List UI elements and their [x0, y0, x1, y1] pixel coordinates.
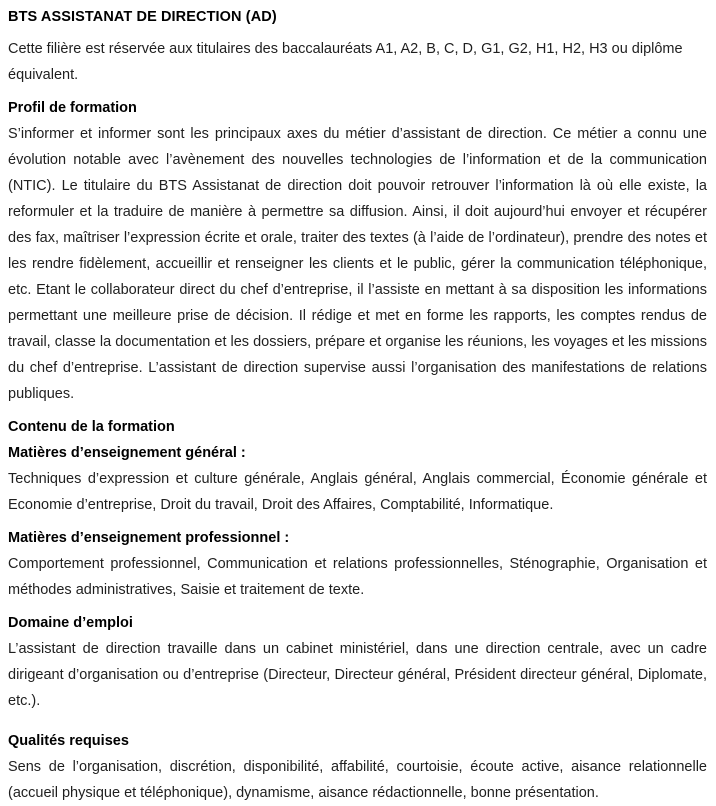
paragraph-qualites-requises: Sens de l’organisation, discrétion, disponibilité, affabilité, courtoisie, écoute active, aisance relationnelle (accueil physique et téléphonique), dynamisme, aisance rédactionnelle, bonne présentation.: [8, 759, 707, 801]
paragraph-matieres-professionnel: Comportement professionnel, Communication et relations professionnelles, Sténographie, Organisation et méthodes administratives, Saisie et traitement de texte.: [8, 556, 707, 598]
intro-paragraph: Cette filière est réservée aux titulaires des baccalauréats A1, A2, B, C, D, G1, G2, H1, H2, H3 ou diplôme équivalent.: [8, 41, 683, 83]
heading-profil-de-formation: Profil de formation: [8, 100, 137, 116]
doc-title: BTS ASSISTANAT DE DIRECTION (AD): [8, 9, 277, 25]
paragraph-domaine-emploi: L’assistant de direction travaille dans un cabinet ministériel, dans une direction centrale, avec un cadre dirigeant d’organisation ou d’entreprise (Directeur, Directeur général, Président directeur général, Diplomate, etc.).: [8, 641, 707, 709]
subheading-matieres-enseignement-general: Matières d’enseignement général :: [8, 445, 246, 461]
paragraph-matieres-general: Techniques d’expression et culture générale, Anglais général, Anglais commercial, Économie générale et Economie d’entreprise, Droit du travail, Droit des Affaires, Comptabilité, Informatique.: [8, 471, 707, 513]
subheading-matieres-enseignement-professionnel: Matières d’enseignement professionnel :: [8, 530, 290, 546]
heading-qualites-requises: Qualités requises: [8, 733, 129, 749]
heading-domaine-emploi: Domaine d’emploi: [8, 615, 133, 631]
paragraph-profil-de-formation: S’informer et informer sont les principaux axes du métier d’assistant de direction. Ce métier a connu une évolution notable avec l’avènement des nouvelles technologies de l’information et de la communication (NTIC). Le titulaire du BTS Assistanat de direction doit pouvoir retrouver l’information là où elle existe, la reformuler et la traduire de manière à permettre sa diffusion. Ainsi, il doit aujourd’hui envoyer et récupérer des fax, maîtriser l’expression écrite et orale, traiter des textes (à l’aide de l’ordinateur), prendre des notes et les rendre fidèlement, accueillir et renseigner les clients et le public, gérer la communication téléphonique, etc. Etant le collaborateur direct du chef d’entreprise, il l’assiste en mettant à sa disposition les informations permettant une meilleure prise de décision. Il rédige et met en forme les rapports, les comptes rendus de travail, classe la documentation et les dossiers, prépare et organise les réunions, les voyages et les missions du chef d’entreprise. L’assistant de direction supervise aussi l’organisation des manifestations de relations publiques.: [8, 126, 707, 402]
heading-contenu-de-la-formation: Contenu de la formation: [8, 419, 175, 435]
